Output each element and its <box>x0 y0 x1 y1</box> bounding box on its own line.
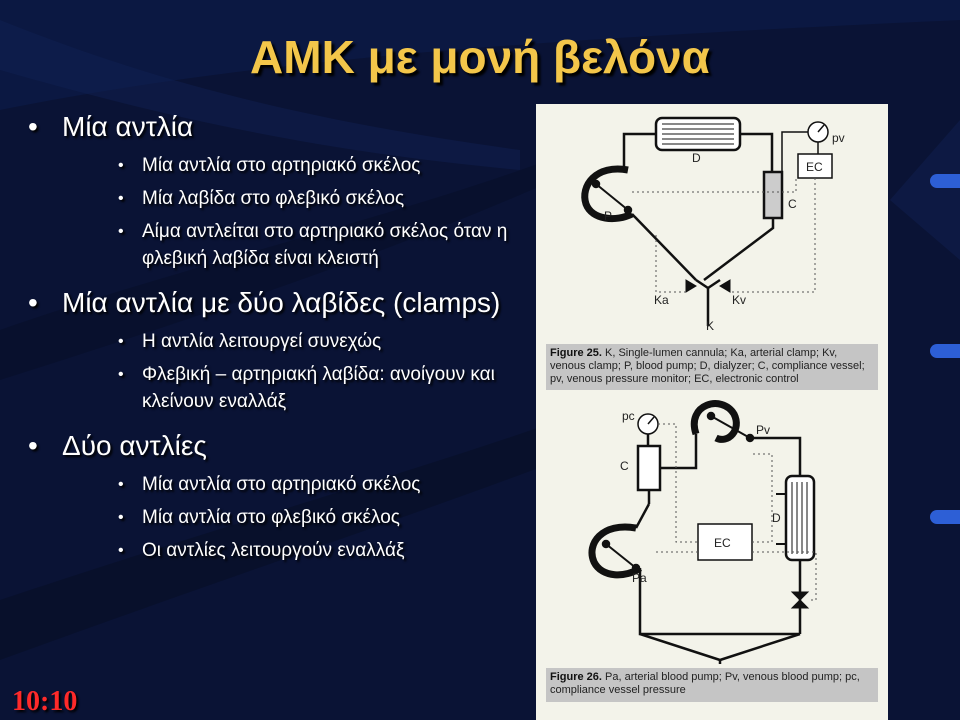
decorative-tab <box>930 344 960 358</box>
sub-bullet-text: Η αντλία λειτουργεί συνεχώς <box>142 331 382 352</box>
clamp-icon <box>792 592 808 600</box>
decorative-tab <box>930 174 960 188</box>
compliance-vessel-icon <box>638 446 660 490</box>
figure-25-diagram <box>585 118 832 326</box>
sub-bullet-item <box>118 152 522 179</box>
decorative-tab <box>930 510 960 524</box>
label-pc: pc <box>622 409 635 423</box>
sub-bullet-text: Μία αντλία στο αρτηριακό σκέλος <box>142 474 421 495</box>
circuit-diagrams <box>536 104 888 720</box>
caption-head: Figure 26. <box>550 671 602 683</box>
bullet-glyph: • <box>118 333 124 350</box>
label-k: K <box>706 319 715 333</box>
pump-pv-icon <box>694 404 736 440</box>
figure-26-diagram <box>592 404 816 664</box>
dialyzer-icon <box>786 476 814 560</box>
bullet-list <box>28 110 528 570</box>
label-d: D <box>772 511 781 525</box>
dialysis-figure <box>536 104 888 720</box>
sub-bullet-item <box>118 185 522 212</box>
sub-bullet-text: Μία αντλία στο αρτηριακό σκέλος <box>142 155 421 176</box>
bullet-glyph: • <box>118 476 124 493</box>
caption-head: Figure 25. <box>550 347 602 359</box>
sub-bullet-item <box>118 218 522 272</box>
sub-bullet-item <box>118 471 522 498</box>
bullet-text: Δύο αντλίες <box>62 430 207 461</box>
compliance-vessel-icon <box>764 172 782 218</box>
clamp-kv-icon <box>720 280 730 292</box>
label-d: D <box>692 151 701 165</box>
sub-bullet-item <box>118 504 522 531</box>
label-ec: EC <box>714 536 731 550</box>
label-pv: pv <box>832 131 845 145</box>
bullet-text: Μία αντλία με δύο λαβίδες (clamps) <box>62 287 501 318</box>
sub-bullet-text: Οι αντλίες λειτουργούν εναλλάξ <box>142 540 405 561</box>
sub-bullet-text: Αίμα αντλείται στο αρτηριακό σκέλος όταν η φλεβική λαβίδα είναι κλειστή <box>142 221 508 269</box>
bullet-text: Μία αντλία <box>62 111 194 142</box>
bullet-item <box>28 429 528 463</box>
clock-label: 10:10 <box>12 686 78 717</box>
bullet-item <box>28 286 528 320</box>
bullet-glyph: • <box>28 111 38 142</box>
label-kv: Kv <box>732 293 747 307</box>
bullet-glyph: • <box>118 157 124 174</box>
bullet-item <box>28 110 528 144</box>
figure-26-caption <box>546 668 878 702</box>
bullet-glyph: • <box>28 430 38 461</box>
label-ka: Ka <box>654 293 669 307</box>
slide-title: ΑΜΚ με μονή βελόνα <box>250 31 710 83</box>
label-pa: Pa <box>632 571 647 585</box>
sub-bullet-item <box>118 537 522 564</box>
sub-bullet-item <box>118 328 522 355</box>
bullet-glyph: • <box>118 190 124 207</box>
sub-bullet-item <box>118 361 522 415</box>
label-c: C <box>620 459 629 473</box>
bullet-glyph: • <box>118 223 124 240</box>
bullet-glyph: • <box>118 366 124 383</box>
label-pv: Pv <box>756 423 771 437</box>
bullet-glyph: • <box>28 287 38 318</box>
sub-bullet-text: Μία λαβίδα στο φλεβικό σκέλος <box>142 188 405 209</box>
bullet-glyph: • <box>118 542 124 559</box>
bullet-glyph: • <box>118 509 124 526</box>
caption-text: Pa, arterial blood pump; Pv, venous blood pump; pc, compliance vessel pressure <box>550 671 860 696</box>
figure-25-caption <box>546 344 878 390</box>
sub-bullet-text: Μία αντλία στο φλεβικό σκέλος <box>142 507 400 528</box>
label-p: P <box>604 209 613 223</box>
clamp-ka-icon <box>686 280 696 292</box>
caption-text: K, Single-lumen cannula; Ka, arterial clamp; Kv, venous clamp; P, blood pump; D, dialyzer; C, compliance vessel; pv, venous pressure monitor; EC, electronic control <box>550 347 865 385</box>
label-ec: EC <box>806 160 823 174</box>
label-c: C <box>788 197 797 211</box>
sub-bullet-text: Φλεβική – αρτηριακή λαβίδα: ανοίγουν και κλείνουν εναλλάξ <box>142 364 495 412</box>
